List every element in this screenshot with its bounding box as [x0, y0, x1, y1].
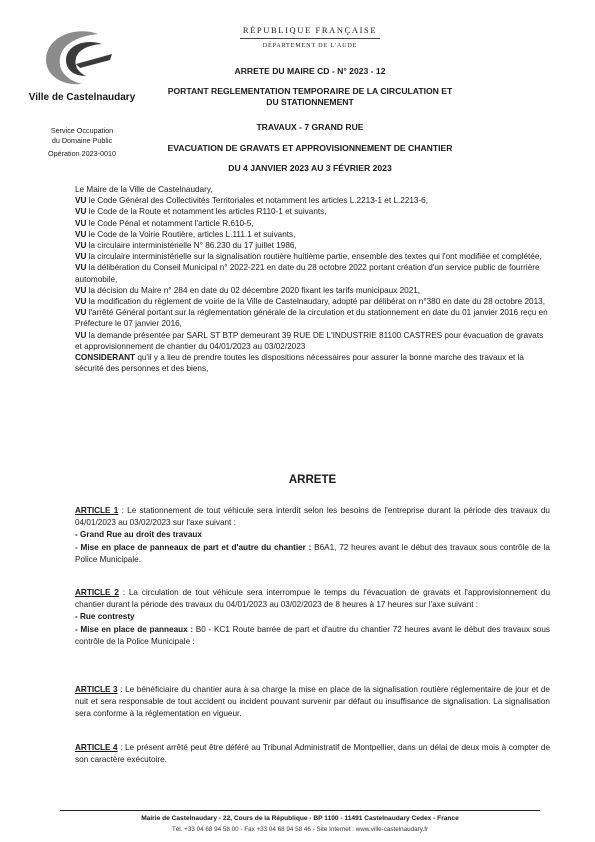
consideration-item — [75, 240, 550, 251]
article-1 — [75, 505, 550, 566]
consideration-text: l'arrêté Général portant sur la réglementation générale de la circulation et du stationnement en date du 01 janvier 2016 reçu en Préfecture le 07 janvier 2016, — [75, 308, 548, 329]
footer-contact: Tél. +33 04 68 94 58 00 - Fax +33 04 68 94 58 46 - Site Internet : www.ville-castelnaudary.fr — [171, 826, 429, 833]
consideration-item — [75, 330, 550, 352]
consideration-key: VU — [75, 241, 87, 251]
consideration-key: CONSIDERANT — [75, 353, 136, 363]
consideration-item — [75, 251, 550, 262]
republic-heading: RÉPUBLIQUE FRANÇAISE — [242, 25, 378, 35]
footer-address: Mairie de Castelnaudary - 22, Cours de la République - BP 1100 - 11491 Castelnaudary Cedex - France — [141, 815, 459, 822]
consideration-item — [75, 296, 550, 307]
article-bullet: - Grand Rue au droit des travaux — [75, 530, 202, 540]
consideration-text: la décision du Maire n° 284 en date du 02 décembre 2020 fixant les tarifs municipaux 2021, — [86, 285, 421, 295]
article-bullet-text: B6A1, 72 heures avant le début des travaux sous contrôle de la Police Municipale. — [75, 542, 550, 564]
footer-divider — [60, 810, 540, 811]
consideration-text: la demande présentée par SARL ST BTP demeurant 39 RUE DE L'INDUSTRIE 81100 CASTRES pour évacuation de gravats et approvisionnement de chantier du 04/01/2023 au 03/02/2023 — [75, 330, 544, 351]
article-4 — [75, 742, 550, 766]
article-label: ARTICLE 2 — [75, 588, 119, 597]
city-name: Ville de Castelnaudary — [28, 92, 136, 103]
article-label: ARTICLE 3 — [75, 685, 118, 694]
consideration-text: la circulaire interministérielle sur la signalisation routière huitième partie, ensemble des textes qui l'ont modifiée et complétée, — [86, 252, 542, 262]
considerations-block — [75, 184, 550, 374]
consideration-key: VU — [75, 196, 87, 206]
consideration-item — [75, 352, 550, 374]
article-text: : La circulation de tout véhicule sera interrompue le temps du l'évacuation de gravats et l'approvisionnement du chantier durant la période des travaux du 04/01/2023 au 03/02/2023 de 8 heures à 17 heures sur l'axe suivant : — [75, 588, 550, 610]
consideration-text: la circulaire interministérielle N° 86.230 du 17 juillet 1986, — [86, 241, 297, 251]
article-text: : Le présent arrêté peut être déféré au Tribunal Administratif de Montpellier, dans un délai de deux mois à compter de son caractère exécutoire. — [75, 743, 550, 765]
consideration-text: le Code de la Voirie Routière, articles L.111.1 et suivants, — [86, 229, 296, 239]
consideration-text: qu'il y a lieu de prendre toutes les dispositions nécessaires pour assurer la bonne marche des travaux et la sécurité des personnes et des biens, — [75, 353, 524, 374]
service-line-2: du Domaine Public — [51, 136, 113, 145]
decree-subject: PORTANT REGLEMENTATION TEMPORAIRE DE LA CIRCULATION ET DU STATIONNEMENT — [167, 86, 453, 107]
consideration-item — [75, 229, 550, 240]
article-bullet-text: B0 - KC1 Route barrée de part et d'autre du chantier 72 heures avant le début des travaux sous contrôle de la Police Municipale : — [75, 624, 550, 646]
intro-line: Le Maire de la Ville de Castelnaudary, — [75, 185, 213, 194]
article-bullet-bold: - Mise en place de panneaux de part et d'autre du chantier : — [75, 542, 312, 552]
consideration-item — [75, 262, 550, 284]
article-text: : Le bénéficiaire du chantier aura à sa charge la mise en place de la signalisation routière réglementaire de jour et de nuit et sera responsable de tout accident ou incident pouvant survenir par défaut ou insuffisance de signalisation. La signalisation sera conforme à la réglementation en vigueur. — [75, 685, 550, 719]
article-label: ARTICLE 4 — [75, 743, 118, 752]
article-3 — [75, 684, 550, 721]
consideration-key: VU — [75, 218, 87, 228]
department-heading: DÉPARTEMENT DE L'AUDE — [262, 42, 358, 49]
consideration-key: VU — [75, 297, 87, 307]
consideration-item — [75, 307, 550, 329]
article-label: ARTICLE 1 — [75, 506, 119, 515]
consideration-text: le Code Général des Collectivités Territoriales et notamment les articles L.2213-1 et L.2213-6, — [86, 196, 428, 206]
article-bullet-bold: - Mise en place de panneaux : — [75, 624, 194, 634]
consideration-key: VU — [75, 330, 87, 340]
consideration-key: VU — [75, 263, 87, 273]
considerations-list — [75, 195, 550, 374]
republic-divider — [240, 38, 380, 39]
consideration-key: VU — [75, 229, 87, 239]
operation-number: Opération 2023-0010 — [48, 149, 116, 158]
article-text: : Le stationnement de tout véhicule sera interdit selon les besoins de l'entreprise durant la période des travaux du 04/01/2023 au 03/02/2023 sur l'axe suivant : — [75, 506, 550, 528]
consideration-item — [75, 195, 550, 206]
service-line-1: Service Occupation — [50, 126, 114, 135]
consideration-text: la délibération du Conseil Municipal n° 2022-221 en date du 28 octobre 2022 portant création d'un service public de fourrière automobile, — [75, 263, 540, 284]
consideration-key: VU — [75, 252, 87, 262]
consideration-key: VU — [75, 285, 87, 295]
consideration-key: VU — [75, 207, 87, 217]
consideration-text: la modification du règlement de voirie de la Ville de Castelnaudary, adopté par délibérat on n°380 en date du 28 octobre 2013, — [86, 297, 545, 307]
service-block — [22, 126, 142, 159]
consideration-text: le Code de la Route et notamment les articles R110-1 et suivants, — [86, 207, 327, 217]
works-period: DU 4 JANVIER 2023 AU 3 FÉVRIER 2023 — [228, 163, 392, 173]
consideration-item — [75, 218, 550, 229]
article-bullet: - Rue contresty — [75, 612, 135, 622]
article-2 — [75, 587, 550, 648]
consideration-item — [75, 285, 550, 296]
arrete-heading: ARRETE — [288, 474, 337, 486]
city-logo — [36, 24, 116, 92]
consideration-item — [75, 206, 550, 217]
consideration-key: VU — [75, 308, 87, 318]
consideration-text: le Code Pénal et notamment l'article R.610-5, — [86, 218, 254, 228]
works-location: TRAVAUX - 7 GRAND RUE — [256, 122, 364, 132]
works-description: EVACUATION DE GRAVATS ET APPROVISIONNEMENT DE CHANTIER — [167, 143, 453, 153]
decree-number: ARRETE DU MAIRE CD - N° 2023 - 12 — [234, 66, 386, 76]
castelnaudary-logo-icon — [36, 24, 116, 92]
